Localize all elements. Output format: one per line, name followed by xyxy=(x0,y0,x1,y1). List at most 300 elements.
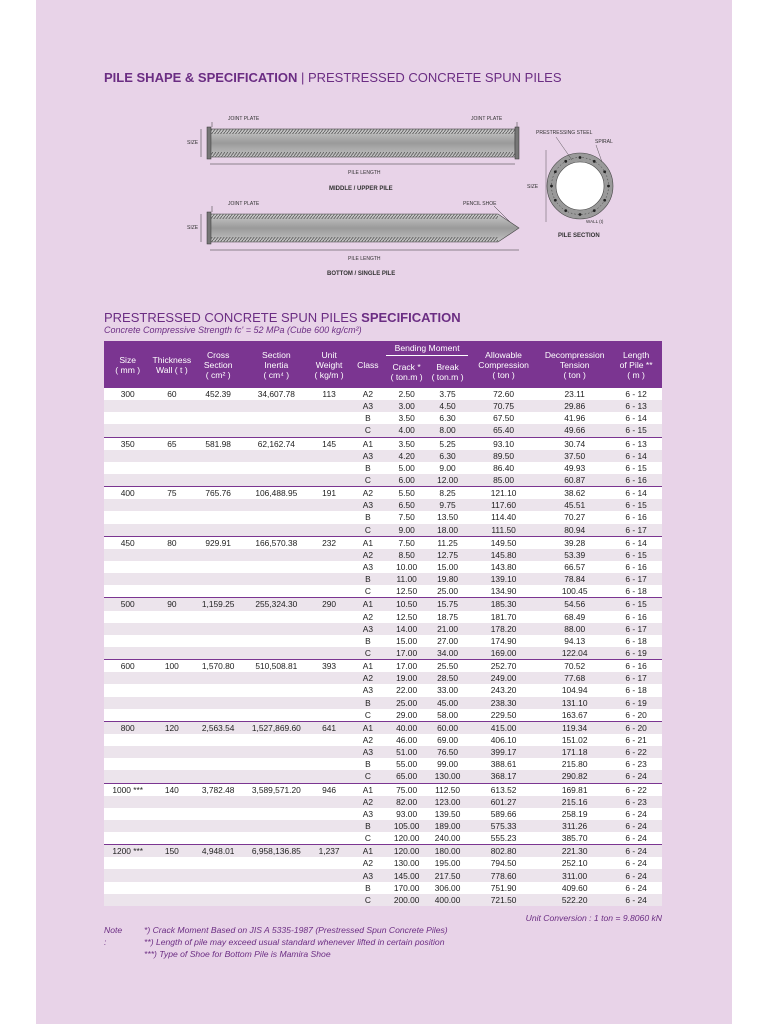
cell-cross-section xyxy=(192,796,244,808)
cell-section-inertia xyxy=(244,499,309,511)
cell-size: 450 xyxy=(104,536,151,549)
cell-thickness xyxy=(151,734,192,746)
cell-section-inertia xyxy=(244,424,309,437)
table-row xyxy=(104,770,662,783)
cell-crack: 6.00 xyxy=(398,475,415,486)
cell-break: 4.50 xyxy=(439,401,456,412)
label-size-3: SIZE xyxy=(527,184,539,190)
table-row xyxy=(104,796,662,808)
cell-cross-section xyxy=(192,474,244,487)
cell-size xyxy=(104,796,151,808)
cell-tension: 45.51 xyxy=(564,500,586,511)
cell-unit-weight xyxy=(309,734,350,746)
cell-thickness: 120 xyxy=(151,721,192,734)
cell-cross-section xyxy=(192,623,244,635)
cell-size xyxy=(104,450,151,462)
cell-class: A1 xyxy=(350,721,387,734)
cell-section-inertia xyxy=(244,746,309,758)
cell-thickness: 65 xyxy=(151,437,192,450)
cell-crack: 17.00 xyxy=(386,660,427,673)
cell-tension: 41.96 xyxy=(564,413,586,424)
table-row xyxy=(104,820,662,832)
label-size-1: SIZE xyxy=(187,140,199,146)
cell-length: 6 - 15 xyxy=(610,598,662,611)
cell-class: C xyxy=(364,648,371,659)
spec-title xyxy=(104,310,461,325)
cell-section-inertia xyxy=(244,462,309,474)
cell-compression: 229.50 xyxy=(490,709,517,720)
cell-length: 6 - 15 xyxy=(625,425,647,436)
cell-class: C xyxy=(364,709,371,720)
header-length-of-pile: Length of Pile ** ( m ) xyxy=(610,341,662,388)
cell-break: 217.50 xyxy=(434,870,461,881)
prestressing-steel-dot xyxy=(593,160,596,163)
prestressing-steel-dot xyxy=(564,209,567,212)
cell-size: 600 xyxy=(104,660,151,673)
cell-length: 6 - 20 xyxy=(625,709,647,720)
cell-size xyxy=(104,611,151,623)
table-row xyxy=(104,832,662,845)
note-2: **) Length of pile may exceed usual standard whenever lifted in certain position xyxy=(144,937,445,947)
table-row xyxy=(104,450,662,462)
prestressing-steel-dot xyxy=(607,185,610,188)
table-row xyxy=(104,721,662,734)
table-row xyxy=(104,499,662,511)
cell-class: B xyxy=(365,413,371,424)
cell-length: 6 - 15 xyxy=(625,500,647,511)
cell-crack: 25.00 xyxy=(396,697,418,708)
cell-crack: 75.00 xyxy=(386,783,427,796)
cell-class: C xyxy=(364,425,371,436)
cell-cross-section: 2,563.54 xyxy=(192,721,244,734)
cell-section-inertia: 34,607.78 xyxy=(257,389,295,400)
cell-thickness xyxy=(151,585,192,598)
cell-thickness xyxy=(151,697,192,709)
cell-unit-weight: 393 xyxy=(309,660,350,673)
cell-section-inertia xyxy=(244,820,309,832)
cell-crack: 10.00 xyxy=(396,562,418,573)
cell-section-inertia xyxy=(244,684,309,696)
cell-unit-weight xyxy=(309,697,350,709)
cell-class: A2 xyxy=(362,389,373,400)
cell-break: 99.00 xyxy=(437,759,459,770)
cell-compression: 802.80 xyxy=(468,845,539,858)
cell-unit-weight xyxy=(309,549,350,561)
cell-cross-section: 765.76 xyxy=(192,487,244,500)
label-middle-pile: MIDDLE / UPPER PILE xyxy=(329,186,393,192)
cell-length: 6 - 14 xyxy=(625,413,647,424)
cell-break: 189.00 xyxy=(434,820,461,831)
cell-cross-section: 1,159.25 xyxy=(192,598,244,611)
cell-tension: 94.13 xyxy=(564,635,586,646)
cell-tension: 100.45 xyxy=(561,586,588,597)
cell-crack: 15.00 xyxy=(396,635,418,646)
cell-break: 18.75 xyxy=(437,611,459,622)
cell-cross-section xyxy=(192,857,244,869)
cell-break: 9.75 xyxy=(439,500,456,511)
cell-section-inertia xyxy=(244,400,309,412)
cell-thickness xyxy=(151,758,192,770)
cell-thickness xyxy=(151,450,192,462)
cell-compression: 67.50 xyxy=(493,413,515,424)
table-row xyxy=(104,511,662,523)
cell-crack: 10.50 xyxy=(386,598,427,611)
cell-section-inertia xyxy=(244,524,309,537)
cell-cross-section xyxy=(192,758,244,770)
pile-diagram xyxy=(0,0,768,300)
cell-class: A1 xyxy=(350,845,387,858)
spec-table-body xyxy=(104,388,662,906)
cell-compression: 85.00 xyxy=(493,475,515,486)
header-cross-section: Cross Section ( cm² ) xyxy=(192,341,244,388)
cell-compression: 149.50 xyxy=(468,536,539,549)
cell-unit-weight: 290 xyxy=(309,598,350,611)
cell-crack: 105.00 xyxy=(393,820,420,831)
cell-cross-section xyxy=(192,672,244,684)
cell-thickness: 75 xyxy=(151,487,192,500)
cell-compression: 181.70 xyxy=(490,611,517,622)
cell-cross-section xyxy=(192,684,244,696)
cell-compression: 243.20 xyxy=(490,685,517,696)
cell-tension: 29.86 xyxy=(564,401,586,412)
cell-cross-section xyxy=(192,697,244,709)
cell-thickness xyxy=(151,561,192,573)
cell-thickness xyxy=(151,770,192,783)
prestressing-steel-dot xyxy=(554,199,557,202)
cell-break: 25.00 xyxy=(437,586,459,597)
table-row xyxy=(104,734,662,746)
cell-break: 33.00 xyxy=(437,685,459,696)
cell-compression: 65.40 xyxy=(493,425,515,436)
cell-size xyxy=(104,511,151,523)
cell-length: 6 - 18 xyxy=(625,635,647,646)
cell-crack: 170.00 xyxy=(393,882,420,893)
cell-unit-weight xyxy=(309,499,350,511)
table-row xyxy=(104,684,662,696)
cell-cross-section xyxy=(192,734,244,746)
cell-class: A1 xyxy=(350,536,387,549)
label-bottom-pile: BOTTOM / SINGLE PILE xyxy=(327,271,396,277)
cell-cross-section xyxy=(192,808,244,820)
cell-compression: 238.30 xyxy=(490,697,517,708)
cell-section-inertia xyxy=(244,511,309,523)
cell-thickness xyxy=(151,474,192,487)
cell-break: 112.50 xyxy=(427,783,468,796)
cell-cross-section: 929.91 xyxy=(192,536,244,549)
cell-cross-section xyxy=(192,709,244,722)
cell-tension: 49.93 xyxy=(564,462,586,473)
cell-tension: 311.26 xyxy=(562,820,588,831)
cell-size: 400 xyxy=(104,487,151,500)
cell-break: 5.25 xyxy=(427,437,468,450)
cell-section-inertia xyxy=(244,635,309,647)
cell-unit-weight xyxy=(309,400,350,412)
cell-crack: 22.00 xyxy=(396,685,418,696)
cell-length: 6 - 24 xyxy=(625,882,647,893)
cell-crack: 4.20 xyxy=(398,450,415,461)
cell-section-inertia: 255,324.30 xyxy=(244,598,309,611)
cell-thickness xyxy=(151,623,192,635)
label-spiral: SPIRAL xyxy=(595,139,613,145)
cell-size xyxy=(104,709,151,722)
prestressing-steel-dot xyxy=(550,185,553,188)
cell-section-inertia xyxy=(244,857,309,869)
cell-length: 6 - 16 xyxy=(625,475,647,486)
table-row xyxy=(104,783,662,796)
cell-compression: 111.50 xyxy=(491,524,516,535)
cell-size: 350 xyxy=(104,437,151,450)
spec-title-bold: SPECIFICATION xyxy=(361,310,461,325)
cell-section-inertia xyxy=(244,450,309,462)
cell-length: 6 - 24 xyxy=(625,820,647,831)
cell-break: 400.00 xyxy=(434,894,461,905)
cell-length: 6 - 24 xyxy=(625,870,647,881)
cell-tension: 163.67 xyxy=(561,709,588,720)
cell-unit-weight xyxy=(309,684,350,696)
cell-cross-section xyxy=(192,400,244,412)
cell-compression: 93.10 xyxy=(468,437,539,450)
header-break: Break ( ton.m ) xyxy=(427,356,468,389)
cell-tension: 522.20 xyxy=(561,894,588,905)
cell-crack: 4.00 xyxy=(398,425,415,436)
cell-tension: 39.28 xyxy=(539,536,610,549)
table-row xyxy=(104,536,662,549)
cell-cross-section xyxy=(192,561,244,573)
table-row xyxy=(104,549,662,561)
cell-cross-section xyxy=(192,894,244,906)
cell-thickness xyxy=(151,796,192,808)
cell-crack: 93.00 xyxy=(396,808,418,819)
header-section-inertia: Section Inertia ( cm⁴ ) xyxy=(244,341,309,388)
cell-section-inertia xyxy=(244,882,309,894)
cell-section-inertia xyxy=(244,869,309,881)
cell-crack: 3.50 xyxy=(386,437,427,450)
bottom-pile-shape xyxy=(201,206,519,250)
cell-tension: 131.10 xyxy=(561,697,588,708)
cell-tension: 60.87 xyxy=(564,475,586,486)
table-row xyxy=(104,746,662,758)
cell-tension: 49.66 xyxy=(564,425,586,436)
cell-length: 6 - 16 xyxy=(610,660,662,673)
cell-length: 6 - 17 xyxy=(625,524,647,535)
cell-tension: 38.62 xyxy=(539,487,610,500)
cell-size xyxy=(104,623,151,635)
cell-class: B xyxy=(365,512,371,523)
cell-class: A2 xyxy=(362,735,373,745)
cell-size xyxy=(104,832,151,845)
cell-thickness xyxy=(151,684,192,696)
cell-crack: 12.50 xyxy=(396,611,418,622)
middle-pile-shape xyxy=(201,122,519,164)
cell-unit-weight: 641 xyxy=(309,721,350,734)
cell-tension: 54.56 xyxy=(539,598,610,611)
pile-section-shape xyxy=(546,137,613,222)
header-unit-weight: Unit Weight ( kg/m ) xyxy=(309,341,350,388)
cell-unit-weight xyxy=(309,832,350,845)
cell-break: 240.00 xyxy=(434,833,461,844)
cell-compression: 575.33 xyxy=(490,820,517,831)
cell-unit-weight xyxy=(309,647,350,660)
cell-tension: 78.84 xyxy=(564,574,586,585)
cell-size xyxy=(104,585,151,598)
cell-break: 9.00 xyxy=(439,462,456,473)
cell-crack: 7.50 xyxy=(398,512,415,523)
cell-break: 12.75 xyxy=(437,549,459,560)
table-row xyxy=(104,647,662,660)
cell-length: 6 - 19 xyxy=(625,648,647,659)
cell-section-inertia xyxy=(244,549,309,561)
cell-unit-weight: 145 xyxy=(309,437,350,450)
cell-break: 18.00 xyxy=(437,524,459,535)
cell-cross-section xyxy=(192,869,244,881)
cell-unit-weight xyxy=(309,424,350,437)
table-row xyxy=(104,561,662,573)
cell-section-inertia xyxy=(244,585,309,598)
cell-length: 6 - 17 xyxy=(625,673,647,684)
cell-class: A2 xyxy=(362,673,373,684)
cell-break: 6.30 xyxy=(439,413,456,424)
cell-cross-section xyxy=(192,412,244,424)
cell-crack: 65.00 xyxy=(396,771,418,782)
table-row xyxy=(104,882,662,894)
prestressing-steel-dot xyxy=(593,209,596,212)
cell-size xyxy=(104,424,151,437)
cell-cross-section: 452.39 xyxy=(205,389,231,400)
table-row xyxy=(104,672,662,684)
cell-break: 34.00 xyxy=(437,648,459,659)
cell-size xyxy=(104,524,151,537)
cell-tension: 385.70 xyxy=(561,833,588,844)
cell-section-inertia: 166,570.38 xyxy=(244,536,309,549)
header-decompression-tension: Decompression Tension ( ton ) xyxy=(539,341,610,388)
cell-cross-section xyxy=(192,524,244,537)
cell-crack: 9.00 xyxy=(398,524,415,535)
cell-length: 6 - 13 xyxy=(625,401,647,412)
cell-compression: 134.90 xyxy=(490,586,517,597)
label-joint-plate-3: JOINT PLATE xyxy=(228,201,260,207)
cell-thickness: 90 xyxy=(151,598,192,611)
cell-break: 15.75 xyxy=(427,598,468,611)
cell-size xyxy=(104,869,151,881)
cell-thickness xyxy=(151,672,192,684)
cell-class: B xyxy=(365,635,371,646)
cell-compression: 721.50 xyxy=(490,894,517,905)
label-joint-plate-1: JOINT PLATE xyxy=(228,116,260,122)
cell-compression: 601.27 xyxy=(490,796,517,807)
cell-class: A3 xyxy=(362,562,373,573)
table-row xyxy=(104,697,662,709)
cell-class: A2 xyxy=(362,611,373,622)
cell-size xyxy=(104,758,151,770)
table-row xyxy=(104,585,662,598)
cell-unit-weight xyxy=(309,672,350,684)
cell-crack: 7.50 xyxy=(386,536,427,549)
table-row xyxy=(104,437,662,450)
cell-size: 300 xyxy=(120,389,135,400)
prestressing-steel-dot xyxy=(603,199,606,202)
cell-break: 27.00 xyxy=(437,635,459,646)
cell-class: B xyxy=(365,820,371,831)
cell-thickness xyxy=(151,820,192,832)
table-row xyxy=(104,524,662,537)
label-prestressing-steel: PRESTRESSING STEEL xyxy=(536,130,593,136)
table-row xyxy=(104,424,662,437)
table-row xyxy=(104,709,662,722)
cell-thickness xyxy=(151,869,192,881)
cell-class: A2 xyxy=(362,858,373,869)
cell-tension: 258.19 xyxy=(561,808,588,819)
cell-tension: 37.50 xyxy=(564,450,586,461)
cell-cross-section: 581.98 xyxy=(192,437,244,450)
label-pile-length-2: PILE LENGTH xyxy=(348,256,381,262)
cell-size xyxy=(104,857,151,869)
cell-size xyxy=(104,894,151,906)
cell-section-inertia: 3,589,571.20 xyxy=(244,783,309,796)
table-row xyxy=(104,857,662,869)
cell-compression: 185.30 xyxy=(468,598,539,611)
cell-section-inertia xyxy=(244,832,309,845)
cell-length: 6 - 20 xyxy=(610,721,662,734)
cell-length: 6 - 24 xyxy=(625,833,647,844)
cell-compression: 139.10 xyxy=(490,574,517,585)
cell-unit-weight xyxy=(309,561,350,573)
cell-break: 21.00 xyxy=(437,623,459,634)
cell-tension: 221.30 xyxy=(539,845,610,858)
cell-thickness: 60 xyxy=(167,389,177,400)
cell-tension: 66.57 xyxy=(564,562,586,573)
cell-compression: 249.00 xyxy=(490,673,517,684)
cell-class: A3 xyxy=(362,870,373,881)
cell-cross-section xyxy=(192,882,244,894)
cell-break: 13.50 xyxy=(437,512,459,523)
table-row xyxy=(104,573,662,585)
label-size-2: SIZE xyxy=(187,225,199,231)
header-class: Class xyxy=(350,341,387,388)
cell-unit-weight xyxy=(309,635,350,647)
note-label: Note : xyxy=(104,925,123,947)
cell-thickness xyxy=(151,832,192,845)
cell-unit-weight: 232 xyxy=(309,536,350,549)
cell-cross-section: 3,782.48 xyxy=(192,783,244,796)
cell-thickness xyxy=(151,882,192,894)
cell-unit-weight: 191 xyxy=(309,487,350,500)
cell-section-inertia xyxy=(244,808,309,820)
cell-class: C xyxy=(364,894,371,905)
cell-crack: 145.00 xyxy=(393,870,420,881)
cell-cross-section xyxy=(192,462,244,474)
table-row xyxy=(104,400,662,412)
cell-break: 306.00 xyxy=(434,882,461,893)
cell-thickness: 80 xyxy=(151,536,192,549)
cell-section-inertia: 62,162.74 xyxy=(244,437,309,450)
cell-break: 60.00 xyxy=(427,721,468,734)
label-pile-section: PILE SECTION xyxy=(558,233,600,239)
cell-class: A1 xyxy=(350,598,387,611)
cell-class: C xyxy=(364,475,371,486)
cell-compression: 72.60 xyxy=(493,389,515,400)
cell-tension: 169.81 xyxy=(539,783,610,796)
cell-thickness xyxy=(151,524,192,537)
cell-class: A2 xyxy=(350,487,387,500)
cell-unit-weight xyxy=(309,808,350,820)
cell-size xyxy=(104,697,151,709)
cell-compression: 368.17 xyxy=(490,771,517,782)
cell-class: A3 xyxy=(362,450,373,461)
cell-thickness xyxy=(151,424,192,437)
label-joint-plate-2: JOINT PLATE xyxy=(471,116,503,122)
cell-class: A1 xyxy=(350,783,387,796)
cell-length: 6 - 13 xyxy=(610,437,662,450)
